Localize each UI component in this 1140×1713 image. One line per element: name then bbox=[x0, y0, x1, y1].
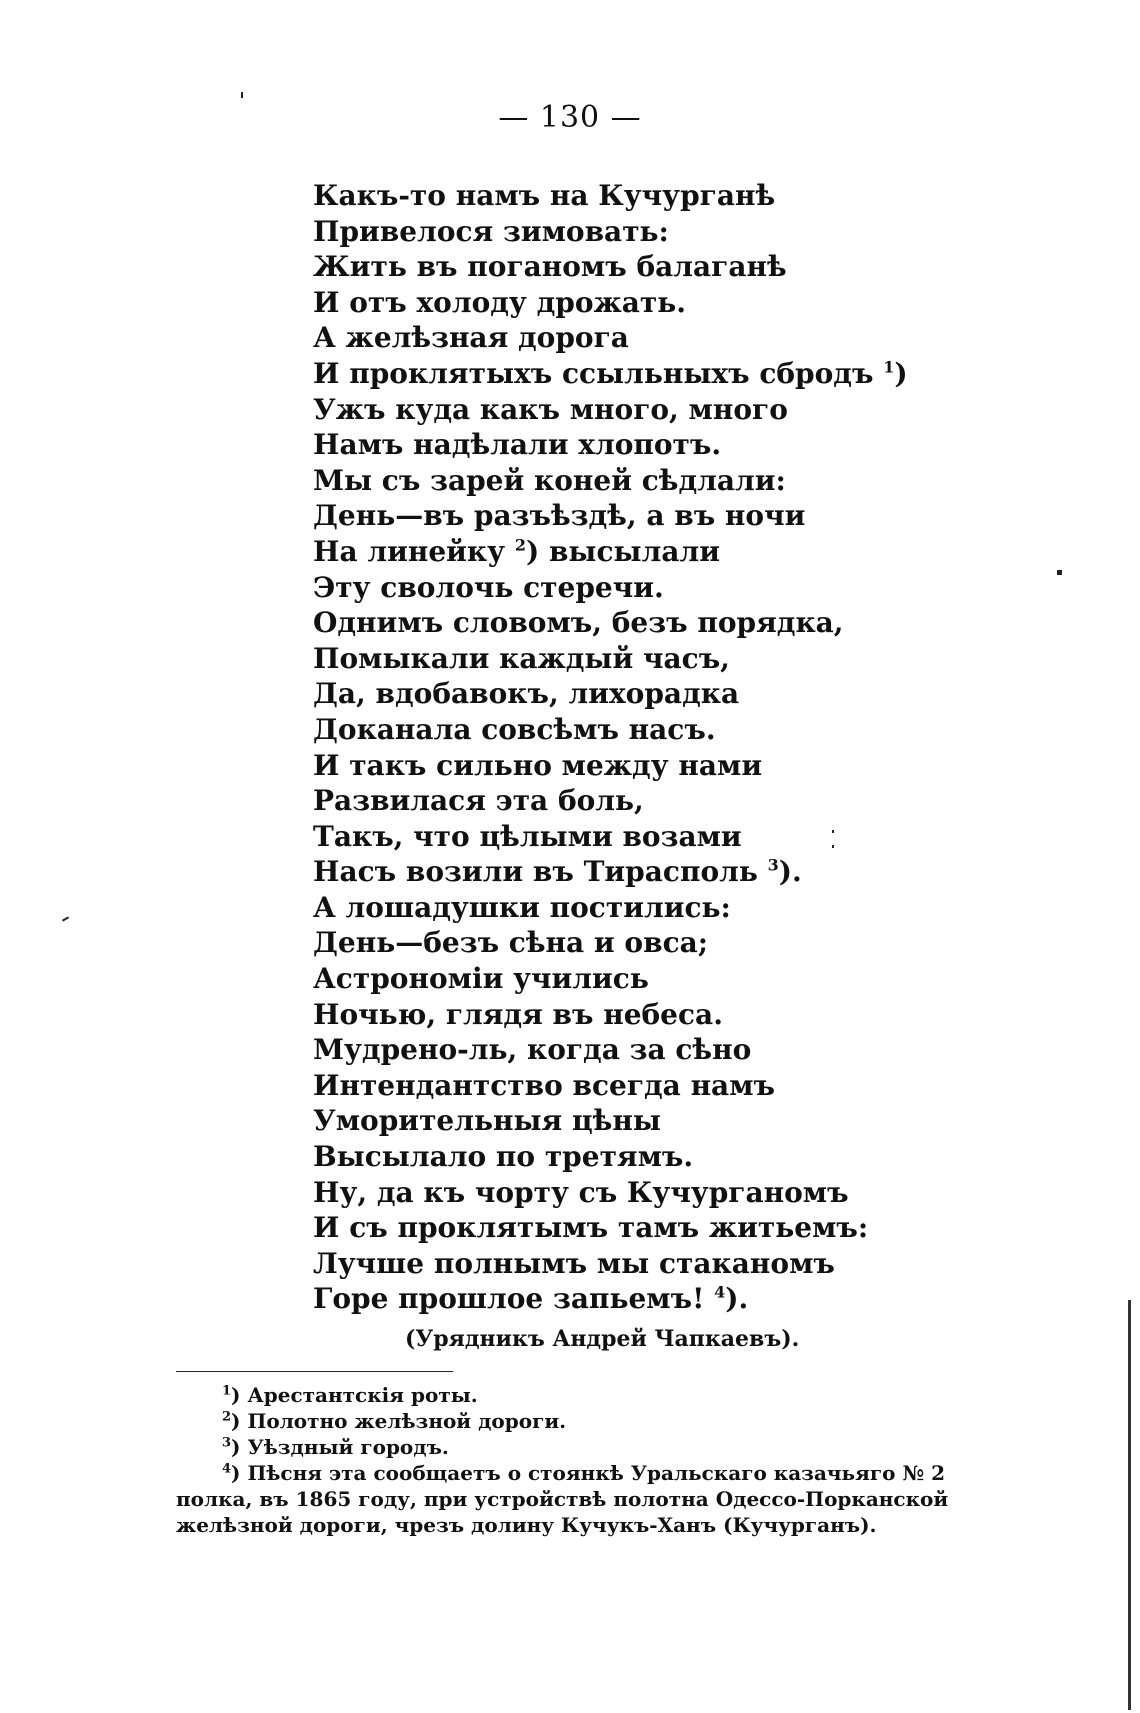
poem-line bbox=[313, 1103, 1033, 1139]
poem-line bbox=[313, 712, 1033, 748]
poem-line bbox=[313, 925, 1033, 961]
footnote-mark: 2 bbox=[222, 1409, 232, 1425]
poem-line bbox=[313, 1281, 1033, 1317]
footnote-reference: 1 bbox=[883, 357, 895, 377]
footnote-text: ) Пѣсня эта сообщаетъ о стоянкѣ Уральскаго казачьяго № 2 полка, въ 1865 году, при устройствѣ полотна Одессо-Порканской желѣзной дороги, чрезъ долину Кучукъ-Ханъ (Кучурганъ). bbox=[176, 1461, 949, 1537]
poem-line-text: Ну, да къ чорту съ Кучурганомъ bbox=[313, 1175, 849, 1209]
poem bbox=[313, 178, 1033, 1317]
poem-line bbox=[313, 570, 1033, 606]
poem-line bbox=[313, 392, 1033, 428]
footnote-reference: 4 bbox=[714, 1283, 726, 1303]
poem-line-text: Умоpительныя цѣны bbox=[313, 1104, 661, 1138]
poem-line-suffix: ). bbox=[778, 855, 802, 889]
footnotes bbox=[176, 1382, 996, 1538]
poem-line bbox=[313, 748, 1033, 784]
poem-line bbox=[313, 676, 1033, 712]
poem-line-text: И проклятыхъ ссыльныхъ сбродъ bbox=[313, 356, 874, 390]
poem-line-text: Да, вдобавокъ, лихорадка bbox=[313, 677, 740, 711]
poem-line-text: Ужъ куда какъ много, много bbox=[313, 392, 788, 426]
poem-line-text: Привелося зимовать: bbox=[313, 214, 669, 248]
poem-line-text: День—безъ сѣна и овса; bbox=[313, 926, 709, 960]
poem-line bbox=[313, 356, 1033, 392]
footnote bbox=[176, 1408, 996, 1434]
poem-attribution: (Урядникъ Андрей Чапкаевъ). bbox=[405, 1326, 800, 1352]
poem-line-text: Ночью, глядя въ небеса. bbox=[313, 997, 723, 1031]
footnote-mark: 3 bbox=[222, 1435, 232, 1451]
poem-line-text: Такъ, что цѣлыми возами bbox=[313, 819, 742, 853]
poem-line-text: Мудрено-ль, когда за сѣно bbox=[313, 1033, 752, 1067]
poem-line-suffix: ) bbox=[894, 356, 908, 390]
poem-line bbox=[313, 249, 1033, 285]
poem-line bbox=[313, 1175, 1033, 1211]
scan-speck bbox=[1057, 570, 1062, 575]
poem-line bbox=[313, 534, 1033, 570]
scan-speck bbox=[832, 830, 834, 833]
poem-line-text: Доканала совсѣмъ насъ. bbox=[313, 712, 716, 746]
footnote-text: ) Уѣздный городъ. bbox=[231, 1435, 449, 1459]
poem-line-text: На линейку bbox=[313, 534, 506, 568]
poem-line-text: Помыкали каждый часъ, bbox=[313, 641, 730, 675]
footnote-mark: 1 bbox=[222, 1383, 232, 1399]
footnote-reference: 2 bbox=[514, 535, 526, 555]
poem-line-suffix: ). bbox=[725, 1282, 749, 1316]
poem-line bbox=[313, 285, 1033, 321]
page-number: — 130 — bbox=[498, 100, 642, 135]
poem-line-text: Горе прошлое запьемъ! bbox=[313, 1282, 705, 1316]
poem-line-text: День—въ разъѣздѣ, а въ ночи bbox=[313, 499, 806, 533]
poem-line bbox=[313, 783, 1033, 819]
poem-line bbox=[313, 498, 1033, 534]
poem-line bbox=[313, 1068, 1033, 1104]
poem-line bbox=[313, 1139, 1033, 1175]
poem-line-text: Мы съ зарей коней сѣдлали: bbox=[313, 463, 786, 497]
poem-line bbox=[313, 961, 1033, 997]
poem-line bbox=[313, 320, 1033, 356]
poem-line bbox=[313, 854, 1033, 890]
poem-line-suffix: ) высылали bbox=[525, 534, 720, 568]
poem-line-text: А лошадушки постились: bbox=[313, 890, 731, 924]
footnote-text: ) Полотно желѣзной дороги. bbox=[231, 1409, 567, 1433]
poem-line-text: И съ проклятымъ тамъ житьемъ: bbox=[313, 1211, 869, 1245]
poem-line-text: И такъ сильно между нами bbox=[313, 748, 763, 782]
poem-line bbox=[313, 214, 1033, 250]
poem-line-text: Насъ возили въ Тирасполь bbox=[313, 855, 758, 889]
poem-line bbox=[313, 890, 1033, 926]
footnote-text: ) Арестантскія роты. bbox=[231, 1383, 478, 1407]
poem-line-text: Жить въ поганомъ балаганѣ bbox=[313, 250, 787, 284]
poem-line-text: Лучше полнымъ мы стаканомъ bbox=[313, 1246, 835, 1280]
poem-line bbox=[313, 997, 1033, 1033]
poem-line bbox=[313, 605, 1033, 641]
scan-speck bbox=[241, 92, 243, 98]
poem-line-text: А желѣзная дорога bbox=[313, 321, 629, 355]
poem-line-text: Какъ-то намъ на Кучурганѣ bbox=[313, 179, 776, 212]
poem-line bbox=[313, 463, 1033, 499]
poem-line-text: Развилася эта боль, bbox=[313, 784, 644, 818]
footnote bbox=[176, 1460, 996, 1538]
poem-line-text: Намъ надѣлали хлопотъ. bbox=[313, 428, 722, 462]
poem-line-text: И отъ холоду дрожать. bbox=[313, 285, 687, 319]
poem-line bbox=[313, 178, 1033, 214]
poem-line-text: Астрономіи учились bbox=[313, 962, 649, 996]
poem-line-text: Однимъ словомъ, безъ порядка, bbox=[313, 606, 844, 640]
poem-line bbox=[313, 1246, 1033, 1282]
poem-line-text: Высылало по третямъ. bbox=[313, 1140, 694, 1174]
footnote bbox=[176, 1434, 996, 1460]
footnote-reference: 3 bbox=[767, 855, 779, 875]
poem-line bbox=[313, 641, 1033, 677]
poem-line bbox=[313, 427, 1033, 463]
poem-line bbox=[313, 1210, 1033, 1246]
footnote-mark: 4 bbox=[222, 1461, 232, 1477]
footnote-divider bbox=[176, 1371, 453, 1372]
poem-line-text: Интендантство всегда намъ bbox=[313, 1068, 775, 1102]
poem-line bbox=[313, 1032, 1033, 1068]
scan-speck bbox=[62, 916, 69, 921]
poem-line bbox=[313, 819, 1033, 855]
scan-speck bbox=[832, 845, 834, 848]
scan-edge bbox=[1128, 1300, 1131, 1710]
poem-line-text: Эту сволочь стеречи. bbox=[313, 570, 664, 604]
footnote bbox=[176, 1382, 996, 1408]
